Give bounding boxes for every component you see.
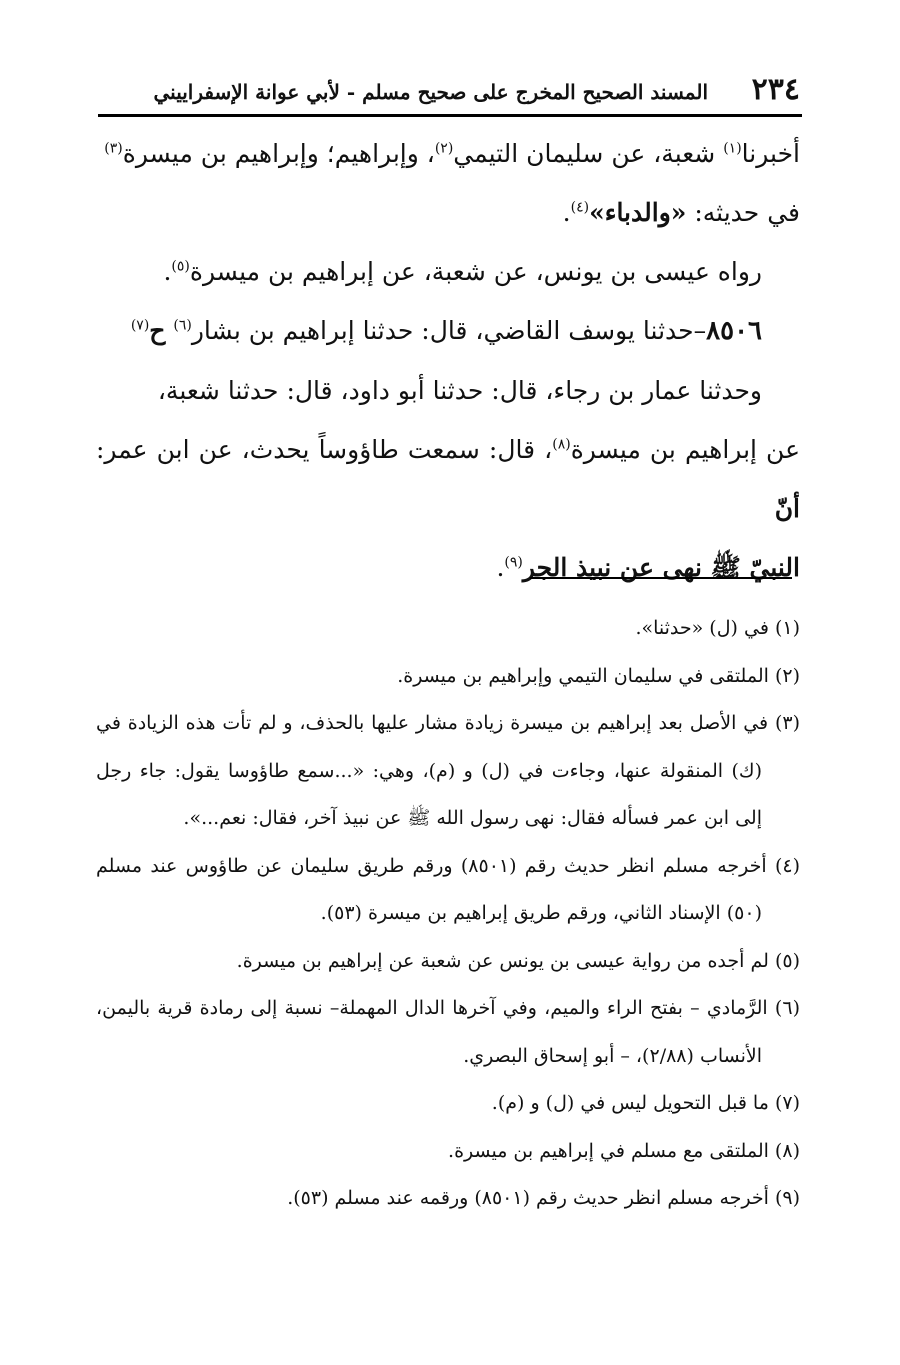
text-line: رواه عيسى بن يونس، عن شعبة، عن إبراهيم بن ميسرة$^{(٥)}$. [163,257,762,286]
footnote-8: (٨) الملتقى مع مسلم في إبراهيم بن ميسرة. [448,1139,800,1162]
footnote-ref[interactable]: (٢) [434,140,454,157]
footnote-6: (٦) الرَّمادي – بفتح الراء والميم، وفي آخرها الدال المهملة– نسبة إلى رمادة قرية باليمن، الأنساب (٢/٨٨)، – أبو إسحاق البصري. [96,997,800,1067]
main-text [96,124,800,597]
footnote-2: (٢) الملتقى في سليمان التيمي وإبراهيم بن ميسرة. [397,664,800,687]
footnote-ref[interactable]: (٣) [104,140,123,157]
tahwil-mark: ح [149,316,166,345]
footnote-5: (٥) لم أجده من رواية عيسى بن يونس عن شعبة عن إبراهيم بن ميسرة. [236,949,800,972]
hadith-quote: «والدباء» [589,198,687,227]
footnote-ref[interactable]: (١) [723,140,742,157]
text-line: أخبرنا$^{(١)}$ شعبة، عن سليمان التيمي$^{(٢)}$، وإبراهيم؛ وإبراهيم بن ميسرة$^{(٣)}$ [104,139,800,168]
footnote-3: (٣) في الأصل بعد إبراهيم بن ميسرة زيادة مشار عليها بالحذف، و لم تأت هذه الزيادة في (ك) المنقولة عنها، وجاءت في (ل) و (م)، وهي: «...سمع طاؤوسا يقول: جاء رجل إلى ابن عمر فسأله فقال: نهى رسول الله ﷺ عن نبيذ آخر، فقال: نعم...». [96,712,800,829]
footnote-7: (٧) ما قبل التحويل ليس في (ل) و (م). [491,1092,800,1114]
book-title: المسند الصحيح المخرج على صحيح مسلم - لأبي عوانة الإسفراييني [153,80,708,104]
footnote-1: (١) في (ل) «حدثنا». [635,617,800,639]
hadith-number: ٨٥٠٦ [706,316,762,346]
footnote-ref[interactable]: (٧) [130,317,150,334]
text-line: النبيّ ﷺ نهى عن نبيذ الجر$^{(٩)}$. [496,553,800,582]
text-line: وحدثنا عمار بن رجاء، قال: حدثنا أبو داود، قال: حدثنا شعبة، [157,376,762,405]
running-header [98,72,800,112]
footnote-9: (٩) أخرجه مسلم انظر حديث رقم (٨٥٠١) ورقمه عند مسلم (٥٣). [287,1187,800,1209]
footnote-divider [530,577,792,579]
header-divider [98,114,802,117]
text-line: عن إبراهيم بن ميسرة$^{(٨)}$، قال: سمعت طاؤوساً يحدث، عن ابن عمر: أنّ [96,435,800,523]
footnote-ref[interactable]: (٩) [504,554,523,571]
page-number: ٢٣٤ [751,72,800,107]
footnote-ref[interactable]: (٦) [173,317,192,334]
footnotes [96,605,800,1223]
footnote-ref[interactable]: (٨) [552,436,571,453]
footnote-ref[interactable]: (٤) [570,199,590,216]
hadith-matn: النبيّ ﷺ نهى عن نبيذ الجر [522,553,800,582]
footnote-ref[interactable]: (٥) [171,258,190,275]
hadith-heading-line: ٨٥٠٦–حدثنا يوسف القاضي، قال: حدثنا إبراهيم بن بشار$^{(٦)}$ ح$^{(٧)}$ [130,316,762,346]
text-line: في حديثه: «والدباء»$^{(٤)}$. [562,198,800,227]
footnote-4: (٤) أخرجه مسلم انظر حديث رقم (٨٥٠١) ورقم طريق سليمان عن طاؤوس عند مسلم (٥٠) الإسناد الثاني، ورقم طريق إبراهيم بن ميسرة (٥٣). [96,854,801,924]
